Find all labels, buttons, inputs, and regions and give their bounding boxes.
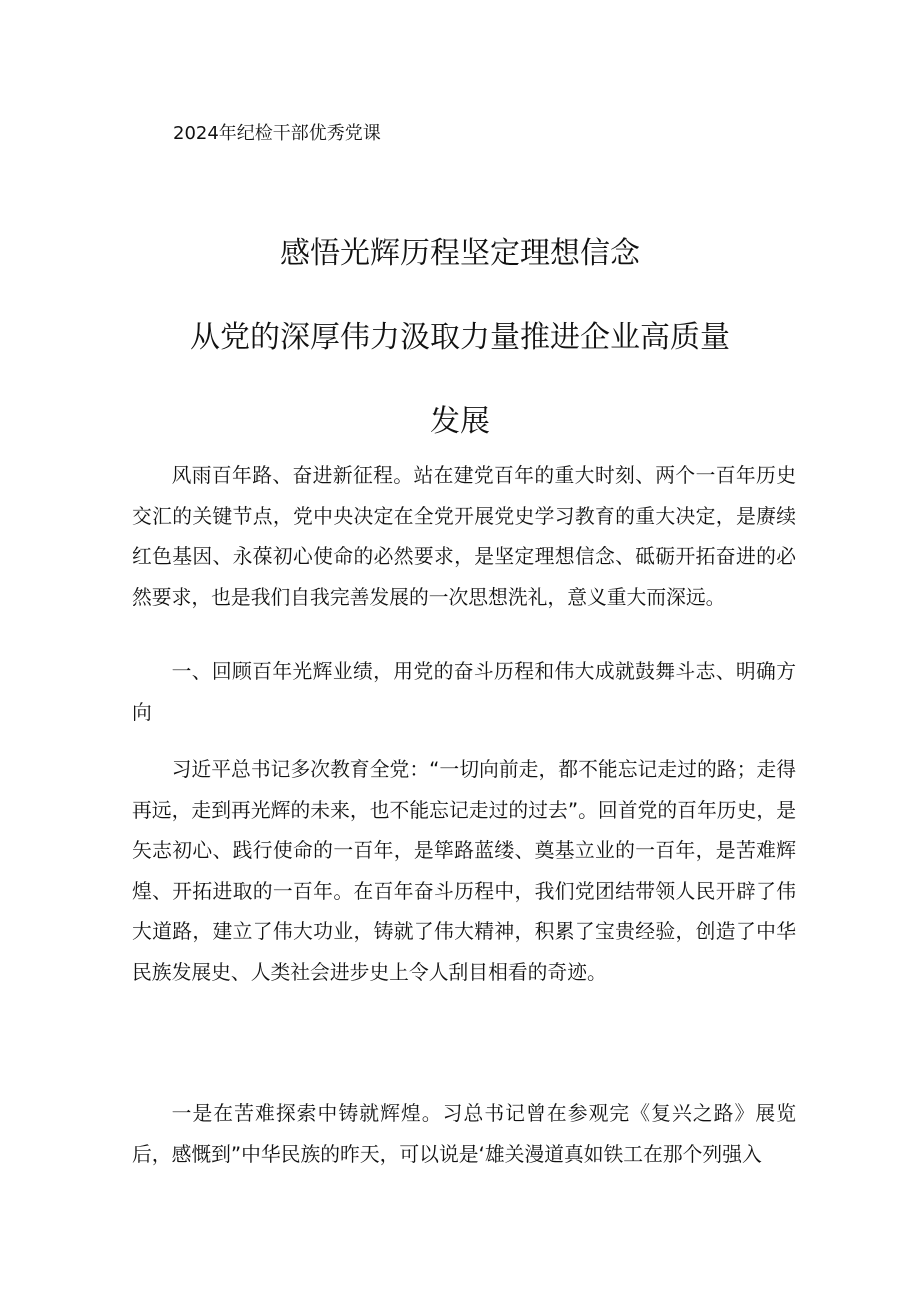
document-title-line-2: 从党的深厚伟力汲取力量推进企业高质量 bbox=[190, 320, 730, 355]
document-title-line-1: 感悟光辉历程坚定理想信念 bbox=[280, 236, 640, 271]
body-paragraph-quote: 习近平总书记多次教育全党：“一切向前走，都不能忘记走过的路；走得再远，走到再光辉的未来，也不能忘记走过的过去”。回首党的百年历史，是矢志初心、践行使命的一百年，是筚路蓝缕、奠基立业的一百年，是苦难辉煌、开拓进取的一百年。在百年奋斗历程中，我们党团结带领人民开辟了伟大道路，建立了伟大功业，铸就了伟大精神，积累了宝贵经验，创造了中华民族发展史、人类社会进步史上令人刮目相看的奇迹。 bbox=[132, 758, 796, 984]
body-paragraph-subpoint-1: 一是在苦难探索中铸就辉煌。习总书记曾在参观完《复兴之路》展览后，感慨到”中华民族的昨天，可以说是‘雄关漫道真如铁工在那个列强入 bbox=[132, 1102, 796, 1166]
section-heading-1: 一、回顾百年光辉业绩，用党的奋斗历程和伟大成就鼓舞斗志、明确方向 bbox=[132, 660, 796, 724]
body-paragraph-intro: 风雨百年路、奋进新征程。站在建党百年的重大时刻、两个一百年历史交汇的关键节点，党中央决定在全党开展党史学习教育的重大决定，是赓续红色基因、永葆初心使命的必然要求，是坚定理想信念、砥砺开拓奋进的必然要求，也是我们自我完善发展的一次思想洗礼，意义重大而深远。 bbox=[132, 464, 796, 609]
document-title-line-3: 发展 bbox=[430, 404, 490, 439]
document-header-label: 2024年纪检干部优秀党课 bbox=[173, 123, 381, 144]
